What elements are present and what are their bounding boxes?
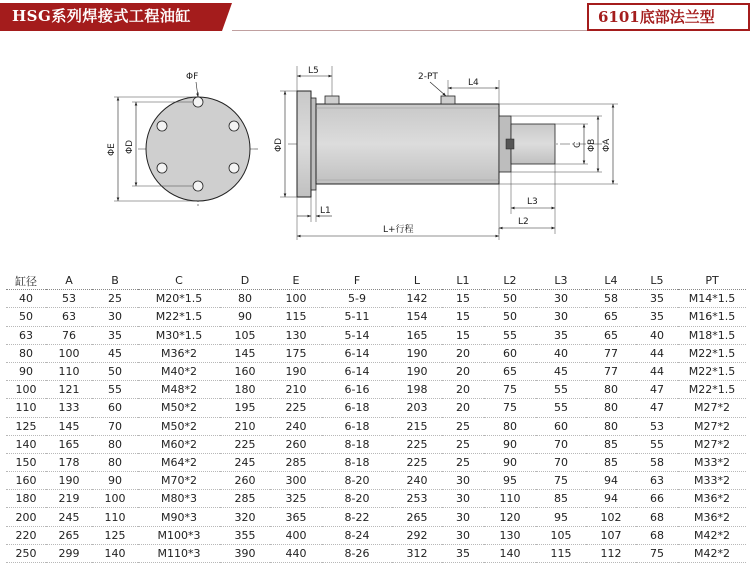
table-cell: M64*2 [138, 453, 220, 471]
table-cell: 47 [636, 381, 678, 399]
table-cell: 245 [220, 453, 270, 471]
table-header-row [6, 272, 746, 290]
table-cell: 115 [270, 308, 322, 326]
table-cell: 203 [392, 399, 442, 417]
table-row [6, 508, 746, 526]
l4-label: L4 [468, 78, 479, 88]
table-cell: 20 [442, 344, 484, 362]
table-cell: 8-26 [322, 544, 392, 562]
table-cell: 95 [484, 472, 536, 490]
column-header: D [220, 272, 270, 290]
table-cell: 55 [484, 326, 536, 344]
table-cell: M50*2 [138, 417, 220, 435]
table-cell: 5-11 [322, 308, 392, 326]
table-cell: M20*1.5 [138, 290, 220, 308]
table-cell: M22*1.5 [678, 381, 746, 399]
table-cell: M33*2 [678, 472, 746, 490]
table-row [6, 417, 746, 435]
table-cell: 260 [270, 435, 322, 453]
table-row [6, 399, 746, 417]
technical-drawing [0, 36, 750, 266]
bolt-hole [193, 97, 203, 107]
phi-f-label: ΦF [186, 72, 199, 82]
table-row [6, 344, 746, 362]
table-cell: 20 [442, 362, 484, 380]
table-cell: 55 [536, 399, 586, 417]
table-cell: 160 [220, 362, 270, 380]
table-cell: 285 [270, 453, 322, 471]
table-cell: 195 [220, 399, 270, 417]
table-cell: 30 [442, 508, 484, 526]
table-cell: M22*1.5 [138, 308, 220, 326]
table-cell: 85 [586, 453, 636, 471]
table-cell: 40 [6, 290, 46, 308]
column-header: 缸径 [6, 272, 46, 290]
table-cell: 125 [6, 417, 46, 435]
table-cell: 55 [536, 381, 586, 399]
table-cell: 70 [536, 453, 586, 471]
l3-label: L3 [527, 197, 538, 207]
table-cell: M27*2 [678, 417, 746, 435]
table-cell: 30 [536, 308, 586, 326]
table-cell: 102 [586, 508, 636, 526]
table-cell: 90 [484, 453, 536, 471]
table-cell: 300 [270, 472, 322, 490]
table-cell: M70*2 [138, 472, 220, 490]
table-cell: 140 [6, 435, 46, 453]
table-cell: M60*2 [138, 435, 220, 453]
table-cell: 265 [46, 526, 92, 544]
table-cell: 25 [442, 435, 484, 453]
c-label: C [573, 141, 583, 148]
table-cell: 145 [46, 417, 92, 435]
phi-a-label: ΦA [602, 138, 612, 152]
table-cell: 100 [270, 290, 322, 308]
table-cell: 5-14 [322, 326, 392, 344]
table-cell: 63 [46, 308, 92, 326]
table-cell: 6-18 [322, 399, 392, 417]
table-cell: 100 [92, 490, 138, 508]
table-cell: 8-18 [322, 453, 392, 471]
table-cell: 30 [442, 526, 484, 544]
table-cell: M42*2 [678, 544, 746, 562]
phi-e-label: ΦE [107, 143, 117, 156]
table-cell: 66 [636, 490, 678, 508]
table-cell: 30 [442, 472, 484, 490]
table-cell: M33*2 [678, 453, 746, 471]
table-cell: 100 [46, 344, 92, 362]
table-cell: 6-14 [322, 344, 392, 362]
table-cell: 25 [442, 417, 484, 435]
table-cell: 140 [92, 544, 138, 562]
bolt-hole [193, 181, 203, 191]
table-cell: 90 [92, 472, 138, 490]
l1-label: L1 [320, 206, 331, 216]
table-cell: 8-22 [322, 508, 392, 526]
table-cell: 65 [586, 308, 636, 326]
table-cell: 115 [536, 544, 586, 562]
table-cell: 180 [6, 490, 46, 508]
table-cell: 130 [270, 326, 322, 344]
table-cell: 105 [536, 526, 586, 544]
column-header: E [270, 272, 322, 290]
table-cell: 190 [392, 344, 442, 362]
table-cell: 8-24 [322, 526, 392, 544]
table-cell: 58 [636, 453, 678, 471]
table-cell: 265 [392, 508, 442, 526]
table-cell: 50 [92, 362, 138, 380]
table-cell: 245 [46, 508, 92, 526]
table-cell: 68 [636, 526, 678, 544]
table-cell: 240 [270, 417, 322, 435]
table-cell: 45 [92, 344, 138, 362]
table-cell: 53 [46, 290, 92, 308]
table-cell: 45 [536, 362, 586, 380]
table-cell: M18*1.5 [678, 326, 746, 344]
rod-end [511, 124, 555, 164]
table-cell: M36*2 [678, 508, 746, 526]
table-cell: 85 [586, 435, 636, 453]
table-cell: 6-18 [322, 417, 392, 435]
table-cell: M80*3 [138, 490, 220, 508]
table-cell: 35 [636, 308, 678, 326]
table-cell: 77 [586, 344, 636, 362]
table-cell: 60 [536, 417, 586, 435]
table-row [6, 544, 746, 562]
table-cell: 190 [270, 362, 322, 380]
table-cell: 76 [46, 326, 92, 344]
table-cell: 50 [484, 308, 536, 326]
table-cell: 80 [220, 290, 270, 308]
table-cell: 35 [92, 326, 138, 344]
table-cell: 225 [392, 435, 442, 453]
table-cell: 30 [92, 308, 138, 326]
table-cell: 68 [636, 508, 678, 526]
table-row [6, 472, 746, 490]
table-cell: 70 [536, 435, 586, 453]
cylinder-drawing-svg [0, 36, 750, 266]
table-row [6, 435, 746, 453]
table-cell: 30 [442, 490, 484, 508]
column-header: F [322, 272, 392, 290]
table-cell: 440 [270, 544, 322, 562]
l-stroke-label: L+行程 [383, 225, 414, 235]
table-cell: 65 [586, 326, 636, 344]
column-header: L1 [442, 272, 484, 290]
table-cell: M30*1.5 [138, 326, 220, 344]
table-cell: 6-16 [322, 381, 392, 399]
table-cell: 165 [392, 326, 442, 344]
table-cell: 75 [484, 381, 536, 399]
l2-label: L2 [518, 217, 529, 227]
column-header: B [92, 272, 138, 290]
bolt-hole [157, 121, 167, 131]
table-cell: 35 [636, 290, 678, 308]
table-cell: M110*3 [138, 544, 220, 562]
table-cell: 225 [220, 435, 270, 453]
table-cell: 165 [46, 435, 92, 453]
table-cell: 35 [536, 326, 586, 344]
table-cell: 365 [270, 508, 322, 526]
table-cell: 190 [46, 472, 92, 490]
bolt-hole [157, 163, 167, 173]
table-cell: 390 [220, 544, 270, 562]
table-cell: 400 [270, 526, 322, 544]
table-cell: 8-20 [322, 472, 392, 490]
table-row [6, 526, 746, 544]
table-row [6, 453, 746, 471]
column-header: L4 [586, 272, 636, 290]
table-cell: 110 [484, 490, 536, 508]
spec-table [6, 272, 746, 563]
column-header: PT [678, 272, 746, 290]
table-cell: 80 [484, 417, 536, 435]
oil-port [325, 96, 339, 104]
table-cell: 15 [442, 290, 484, 308]
table-cell: 75 [484, 399, 536, 417]
table-cell: 40 [636, 326, 678, 344]
table-cell: 47 [636, 399, 678, 417]
oil-port [441, 96, 455, 104]
table-cell: 175 [270, 344, 322, 362]
table-cell: M100*3 [138, 526, 220, 544]
table-cell: 50 [6, 308, 46, 326]
table-cell: 110 [92, 508, 138, 526]
table-cell: 63 [636, 472, 678, 490]
table-cell: 133 [46, 399, 92, 417]
table-cell: M14*1.5 [678, 290, 746, 308]
table-cell: 190 [392, 362, 442, 380]
table-cell: M22*1.5 [678, 362, 746, 380]
table-cell: 130 [484, 526, 536, 544]
phi-d-front-label: ΦD [125, 139, 135, 154]
table-cell: 250 [6, 544, 46, 562]
table-cell: 94 [586, 472, 636, 490]
table-cell: M27*2 [678, 435, 746, 453]
table-cell: 90 [220, 308, 270, 326]
table-cell: 121 [46, 381, 92, 399]
table-cell: 210 [220, 417, 270, 435]
table-cell: 5-9 [322, 290, 392, 308]
cylinder-barrel [316, 104, 499, 184]
l5-label: L5 [308, 66, 319, 76]
table-cell: 80 [6, 344, 46, 362]
table-body [6, 290, 746, 563]
table-cell: 90 [6, 362, 46, 380]
table-cell: 225 [270, 399, 322, 417]
table-cell: 219 [46, 490, 92, 508]
table-cell: 75 [536, 472, 586, 490]
table-cell: 110 [6, 399, 46, 417]
table-cell: 90 [484, 435, 536, 453]
table-row [6, 326, 746, 344]
table-cell: 40 [536, 344, 586, 362]
table-cell: 150 [6, 453, 46, 471]
column-header: A [46, 272, 92, 290]
side-view [274, 66, 618, 240]
table-cell: 44 [636, 344, 678, 362]
table-row [6, 381, 746, 399]
table-cell: 80 [92, 435, 138, 453]
table-cell: 145 [220, 344, 270, 362]
table-cell: 325 [270, 490, 322, 508]
table-cell: 60 [484, 344, 536, 362]
column-header: L [392, 272, 442, 290]
table-cell: 320 [220, 508, 270, 526]
table-cell: 20 [442, 381, 484, 399]
table-cell: 154 [392, 308, 442, 326]
two-pt-label: 2-PT [418, 72, 438, 82]
header-divider-line [232, 30, 587, 31]
table-cell: 210 [270, 381, 322, 399]
table-cell: 198 [392, 381, 442, 399]
table-cell: 94 [586, 490, 636, 508]
table-row [6, 362, 746, 380]
table-cell: 160 [6, 472, 46, 490]
table-cell: 60 [92, 399, 138, 417]
table-cell: 80 [586, 417, 636, 435]
table-cell: 260 [220, 472, 270, 490]
table-cell: 70 [92, 417, 138, 435]
table-cell: 55 [636, 435, 678, 453]
product-series-title: HSG系列焊接式工程油缸 [12, 7, 191, 25]
table-cell: 50 [484, 290, 536, 308]
table-cell: 253 [392, 490, 442, 508]
table-cell: 44 [636, 362, 678, 380]
column-header: C [138, 272, 220, 290]
bolt-hole [229, 163, 239, 173]
table-cell: 80 [586, 399, 636, 417]
table-cell: 80 [586, 381, 636, 399]
table-cell: 30 [536, 290, 586, 308]
table-cell: 15 [442, 308, 484, 326]
table-cell: M27*2 [678, 399, 746, 417]
header-left-notch [222, 3, 232, 31]
column-header: L5 [636, 272, 678, 290]
table-cell: 355 [220, 526, 270, 544]
table-cell: 225 [392, 453, 442, 471]
table-cell: 120 [484, 508, 536, 526]
table-cell: 6-14 [322, 362, 392, 380]
table-cell: 285 [220, 490, 270, 508]
table-cell: 215 [392, 417, 442, 435]
table-cell: 63 [6, 326, 46, 344]
table-cell: 100 [6, 381, 46, 399]
table-cell: 180 [220, 381, 270, 399]
table-cell: 142 [392, 290, 442, 308]
table-cell: 65 [484, 362, 536, 380]
table-cell: 55 [92, 381, 138, 399]
column-header: L2 [484, 272, 536, 290]
front-view [107, 72, 258, 206]
header-bar [0, 0, 750, 34]
table-cell: 112 [586, 544, 636, 562]
table-cell: M40*2 [138, 362, 220, 380]
table-cell: 25 [92, 290, 138, 308]
table-cell: 8-18 [322, 435, 392, 453]
table-cell: 292 [392, 526, 442, 544]
table-cell: 80 [92, 453, 138, 471]
table-cell: 75 [636, 544, 678, 562]
table-cell: 85 [536, 490, 586, 508]
bolt-hole [229, 121, 239, 131]
table-row [6, 290, 746, 308]
table-cell: 312 [392, 544, 442, 562]
table-cell: 77 [586, 362, 636, 380]
table-cell: 25 [442, 453, 484, 471]
table-cell: 110 [46, 362, 92, 380]
table-cell: 240 [392, 472, 442, 490]
table-row [6, 490, 746, 508]
table-cell: 35 [442, 544, 484, 562]
table-cell: 105 [220, 326, 270, 344]
table-cell: 8-20 [322, 490, 392, 508]
phi-b-label: ΦB [587, 138, 597, 152]
table-cell: 107 [586, 526, 636, 544]
table-cell: M36*2 [678, 490, 746, 508]
table-cell: 95 [536, 508, 586, 526]
table-cell: 53 [636, 417, 678, 435]
table-cell: M90*3 [138, 508, 220, 526]
table-row [6, 308, 746, 326]
column-header: L3 [536, 272, 586, 290]
table-cell: M50*2 [138, 399, 220, 417]
table-cell: M36*2 [138, 344, 220, 362]
table-cell: 220 [6, 526, 46, 544]
table-cell: 299 [46, 544, 92, 562]
table-cell: M16*1.5 [678, 308, 746, 326]
table-cell: 178 [46, 453, 92, 471]
table-cell: M48*2 [138, 381, 220, 399]
table-cell: 140 [484, 544, 536, 562]
table-cell: M42*2 [678, 526, 746, 544]
base-flange [297, 91, 311, 197]
table-cell: M22*1.5 [678, 344, 746, 362]
table-cell: 200 [6, 508, 46, 526]
model-type-title: 6101底部法兰型 [598, 8, 715, 26]
phi-d-side-label: ΦD [274, 137, 284, 152]
table-cell: 20 [442, 399, 484, 417]
table-cell: 58 [586, 290, 636, 308]
table-cell: 125 [92, 526, 138, 544]
table-cell: 15 [442, 326, 484, 344]
